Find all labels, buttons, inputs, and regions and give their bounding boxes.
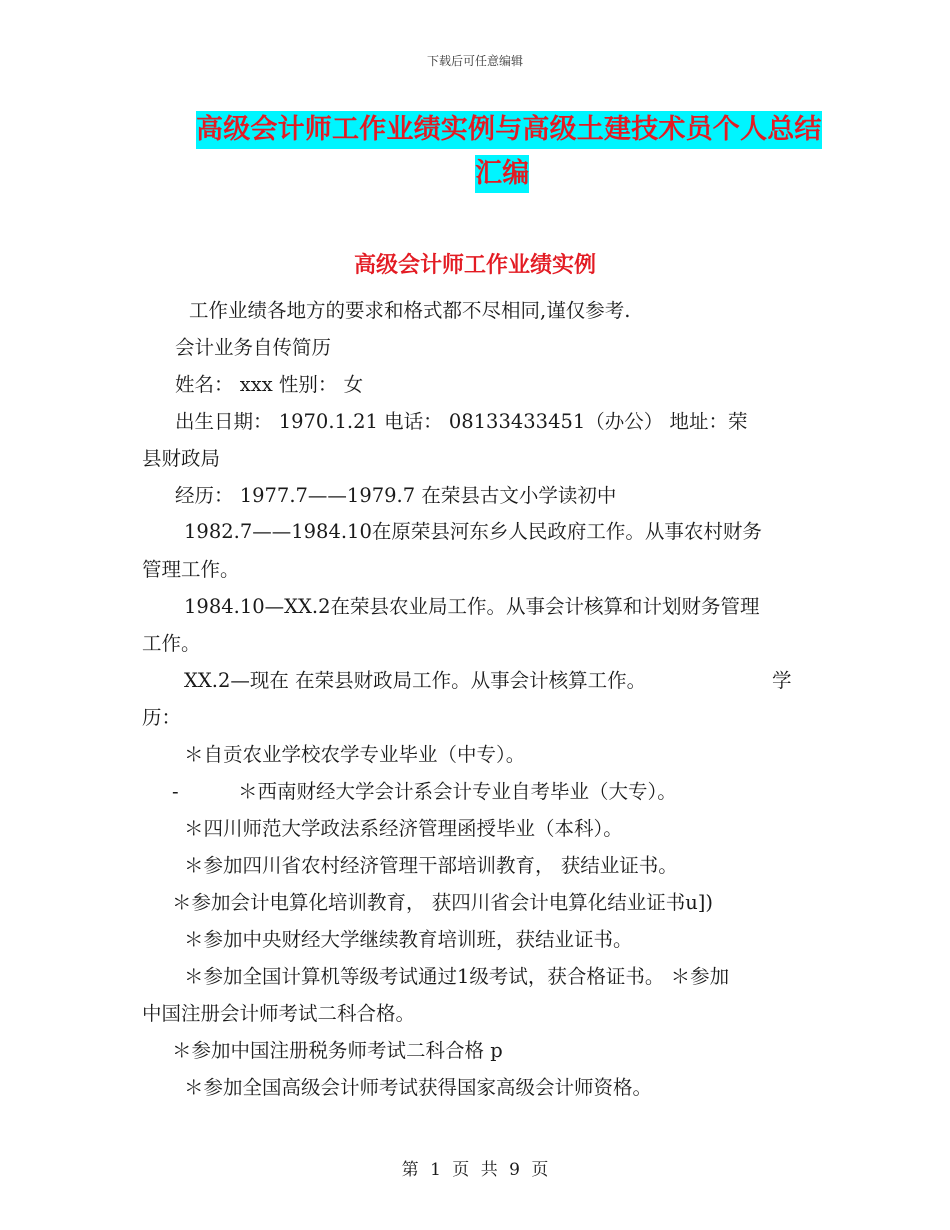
education-label-start: 学: [772, 669, 792, 692]
footer-gong: 共: [480, 1160, 498, 1180]
experience-3: 1984.10—XX.2在荣县农业局工作。从事会计核算和计划财务管理: [184, 595, 760, 618]
education-item-3: ＊四川师范大学政法系经济管理函授毕业（本科）。: [184, 817, 623, 840]
experience-4: XX.2—现在 在荣县财政局工作。从事会计核算工作。: [184, 669, 647, 692]
education-label-end: 历：: [142, 706, 182, 729]
address-continued: 县财政局: [142, 447, 221, 470]
education-item-7: ＊参加全国计算机等级考试通过1级考试，获合格证书。 ＊参加: [184, 965, 730, 988]
education-item-2-dash: -: [172, 780, 179, 803]
footer-ye: 页: [452, 1160, 470, 1180]
footer-page-number: 1: [430, 1160, 441, 1180]
education-item-5: ＊参加会计电算化培训教育， 获四川省会计电算化结业证书u]): [172, 891, 713, 914]
experience-2: 1982.7——1984.10在原荣县河东乡人民政府工作。从事农村财务: [184, 520, 762, 543]
education-item-1: ＊自贡农业学校农学专业毕业（中专）。: [184, 743, 526, 766]
footer-ye-2: 页: [531, 1160, 549, 1180]
header-note: 下载后可任意编辑: [426, 54, 523, 68]
experience-3-continued: 工作。: [142, 632, 201, 655]
education-item-7-continued: 中国注册会计师考试二科合格。: [142, 1002, 416, 1025]
experience-1: 经历： 1977.7——1979.7 在荣县古文小学读初中: [175, 484, 617, 507]
education-item-9: ＊参加全国高级会计师考试获得国家高级会计师资格。: [184, 1076, 653, 1099]
page-footer: [0, 1155, 950, 1180]
resume-title: 会计业务自传简历: [175, 336, 332, 359]
intro-text: 工作业绩各地方的要求和格式都不尽相同,谨仅参考.: [189, 299, 631, 322]
education-item-2: ＊西南财经大学会计系会计专业自考毕业（大专）。: [238, 780, 677, 803]
birth-phone-address-line: 出生日期： 1970.1.21 电话： 08133433451（办公） 地址：荣: [175, 410, 748, 433]
document-title-line-1: 高级会计师工作业绩实例与高级土建技术员个人总结: [196, 111, 822, 149]
education-item-6: ＊参加中央财经大学继续教育培训班，获结业证书。: [184, 928, 633, 951]
education-item-8: ＊参加中国注册税务师考试二科合格 p: [172, 1039, 503, 1062]
footer-di: 第: [401, 1160, 419, 1180]
education-item-4: ＊参加四川省农村经济管理干部培训教育， 获结业证书。: [184, 854, 678, 877]
section-title: 高级会计师工作业绩实例: [353, 253, 596, 278]
footer-total-pages: 9: [509, 1160, 520, 1180]
document-title-line-2: 汇编: [475, 155, 529, 193]
name-gender-line: 姓名： xxx 性别： 女: [175, 373, 364, 396]
experience-2-continued: 管理工作。: [142, 558, 240, 581]
